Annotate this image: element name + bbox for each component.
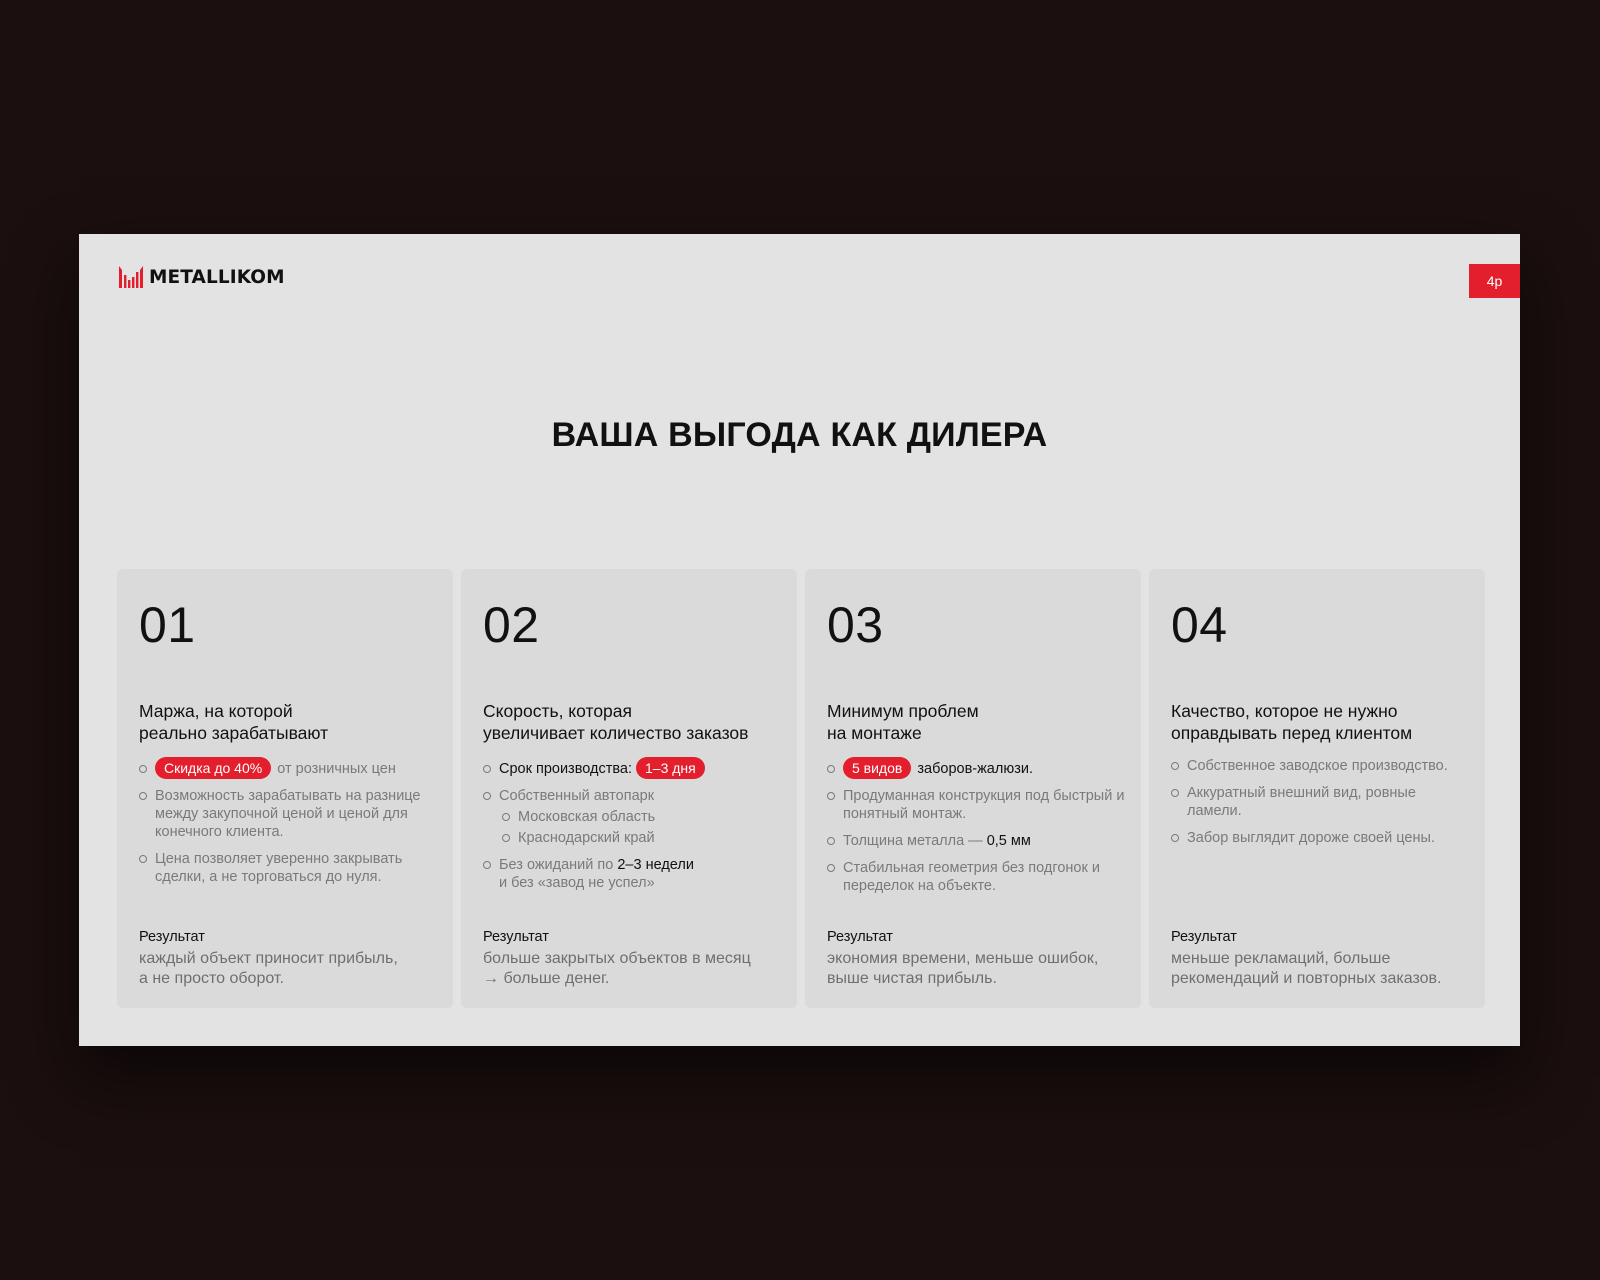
result-label: Результат [1171,929,1237,945]
page-number-badge: 4р [1469,264,1520,298]
metallikom-logo-icon [119,266,143,288]
card-heading: Маржа, на которой реально зарабатывают [139,701,329,743]
bullet-icon [827,792,835,800]
card-bullets [139,760,441,895]
bullet-icon [483,861,491,869]
title-regular: ВАША ВЫГОДА [551,416,831,454]
benefit-cards [117,569,1485,1008]
discount-badge: Скидка до 40% [155,757,271,779]
list-subitem: Краснодарский край [502,829,785,847]
bullet-icon [827,765,835,773]
list-item: Срок производства: 1–3 дня [483,760,785,778]
bullet-icon [139,855,147,863]
bullet-icon [483,765,491,773]
list-item: Без ожиданий по 2–3 недели и без «завод не успел» [483,856,785,892]
list-item: 5 видов заборов-жалюзи. [827,760,1129,778]
title-bold: КАК ДИЛЕРА [830,416,1048,454]
bullet-icon [139,792,147,800]
list-item: Забор выглядит дороже своей цены. [1171,829,1473,847]
card-number: 03 [827,597,884,653]
result-label: Результат [483,929,549,945]
result-text: меньше рекламаций, больше рекомендаций и повторных заказов. [1171,950,1442,987]
bullet-icon [827,837,835,845]
benefit-card-01 [117,569,453,1008]
card-heading: Качество, которое не нужно оправдывать перед клиентом [1171,701,1413,743]
result-text: экономия времени, меньше ошибок, выше чистая прибыль. [827,950,1099,987]
list-item: Толщина металла — 0,5 мм [827,832,1129,850]
card-number: 04 [1171,597,1228,653]
result-text: больше закрытых объектов в месяц → больше денег. [483,950,751,987]
card-bullets [827,760,1129,904]
card-number: 01 [139,597,196,653]
brand-logo [119,266,285,288]
bullet-icon [483,792,491,800]
list-item: Стабильная геометрия без подгонок и переделок на объекте. [827,859,1129,895]
list-item: Продуманная конструкция под быстрый и понятный монтаж. [827,787,1129,823]
card-number: 02 [483,597,540,653]
list-item: Собственное заводское производство. [1171,757,1473,775]
result-text: каждый объект приносит прибыль, а не просто оборот. [139,950,398,987]
benefit-card-04 [1149,569,1485,1008]
list-item: Скидка до 40% от розничных цен [139,760,441,778]
result-label: Результат [827,929,893,945]
card-heading: Скорость, которая увеличивает количество заказов [483,701,749,743]
slide [79,234,1520,1046]
list-item: Цена позволяет уверенно закрывать сделки, а не торговаться до нуля. [139,850,441,886]
bullet-icon [502,834,510,842]
page-title [79,416,1520,455]
bullet-icon [1171,834,1179,842]
card-heading: Минимум проблем на монтаже [827,701,979,743]
card-bullets [1171,757,1473,856]
bullet-icon [1171,762,1179,770]
list-item: Собственный автопарк [483,787,785,805]
result-label: Результат [139,929,205,945]
bullet-icon [1171,789,1179,797]
bullet-icon [139,765,147,773]
benefit-card-03 [805,569,1141,1008]
bullet-icon [827,864,835,872]
list-item: Возможность зарабатывать на разнице между закупочной ценой и ценой для конечного клиента. [139,787,441,841]
list-subitem: Московская область [502,808,785,826]
bullet-icon [502,813,510,821]
types-badge: 5 видов [843,757,911,779]
brand-name: METALLIKOM [149,266,285,288]
card-bullets [483,760,785,901]
term-badge: 1–3 дня [636,757,705,779]
benefit-card-02 [461,569,797,1008]
list-item: Аккуратный внешний вид, ровные ламели. [1171,784,1473,820]
